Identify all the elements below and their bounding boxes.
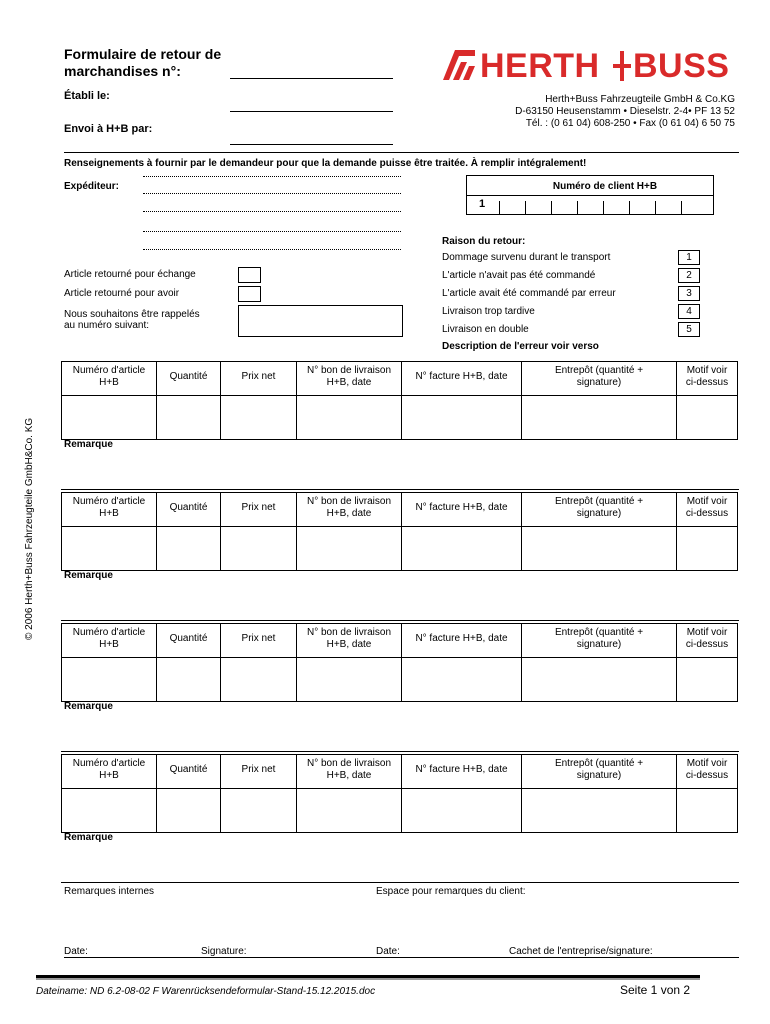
client-number-prefix: 1 bbox=[479, 198, 486, 210]
signature-label: Signature: bbox=[201, 946, 247, 957]
col-reason-header: Motif voir ci-dessus bbox=[677, 362, 738, 396]
col-quantity-header: Quantité bbox=[157, 493, 221, 527]
filename-text: Dateiname: ND 6.2-08-02 F Warenrücksendeformular-Stand-15.12.2015.doc bbox=[36, 986, 376, 997]
date-label-1: Date: bbox=[64, 946, 88, 957]
credit-label: Article retourné pour avoir bbox=[64, 288, 180, 299]
company-line3: Tél. : (0 61 04) 608-250 • Fax (0 61 04) 6 50 75 bbox=[525, 118, 735, 129]
sender-label: Expéditeur: bbox=[64, 181, 120, 192]
col-price-header: Prix net bbox=[221, 624, 297, 658]
cell-price-4[interactable] bbox=[221, 789, 297, 833]
reason-label-2: L'article n'avait pas été commandé bbox=[442, 270, 596, 281]
col-delivery-header: N° bon de livraison H+B, date bbox=[297, 493, 402, 527]
cell-price-2[interactable] bbox=[221, 527, 297, 571]
col-reason-header: Motif voir ci-dessus bbox=[677, 493, 738, 527]
company-line2: D-63150 Heusenstamm • Dieselstr. 2-4• PF 13 52 bbox=[515, 106, 735, 117]
stamp-label: Cachet de l'entreprise/signature: bbox=[509, 946, 653, 957]
cell-article-1[interactable] bbox=[62, 396, 157, 440]
form-title bbox=[64, 46, 221, 80]
col-invoice-header: N° facture H+B, date bbox=[402, 362, 522, 396]
sender-line-2[interactable] bbox=[143, 193, 401, 194]
recall-label-line2: au numéro suivant: bbox=[64, 320, 150, 331]
remark-area-2[interactable] bbox=[61, 566, 739, 621]
logo-text-left: HERTH bbox=[480, 47, 600, 85]
instructions-text: Renseignements à fournir par le demandeur pour que la demande puisse être traitée. À remplir intégralement! bbox=[64, 158, 587, 169]
reason-num-5: 5 bbox=[678, 322, 700, 337]
sender-line-4[interactable] bbox=[143, 231, 401, 232]
col-delivery-header: N° bon de livraison H+B, date bbox=[297, 755, 402, 789]
header-separator bbox=[64, 152, 739, 153]
sender-line-1[interactable] bbox=[143, 176, 401, 177]
cell-delivery-3[interactable] bbox=[297, 658, 402, 702]
footer-rule bbox=[36, 975, 700, 980]
company-line1: Herth+Buss Fahrzeugteile GmbH & Co.KG bbox=[545, 94, 735, 105]
cell-invoice-1[interactable] bbox=[402, 396, 522, 440]
col-article-header: Numéro d'article H+B bbox=[62, 624, 157, 658]
recall-phone-field[interactable] bbox=[238, 305, 403, 337]
footer-signature-line bbox=[64, 957, 739, 958]
client-number-label: Numéro de client H+B bbox=[552, 181, 658, 192]
internal-remarks-label: Remarques internes bbox=[64, 886, 155, 897]
sender-line-3[interactable] bbox=[143, 211, 401, 212]
error-description-note: Description de l'erreur voir verso bbox=[442, 341, 599, 352]
cell-quantity-1[interactable] bbox=[157, 396, 221, 440]
reason-num-4: 4 bbox=[678, 304, 700, 319]
recall-label-line1: Nous souhaitons être rappelés bbox=[64, 309, 200, 320]
reason-label-3: L'article avait été commandé par erreur bbox=[442, 288, 616, 299]
cell-warehouse-1[interactable] bbox=[522, 396, 677, 440]
col-invoice-header: N° facture H+B, date bbox=[402, 624, 522, 658]
remark-label-1: Remarque bbox=[64, 439, 113, 450]
cell-article-4[interactable] bbox=[62, 789, 157, 833]
envoi-line[interactable] bbox=[230, 144, 393, 145]
client-remarks-label: Espace pour remarques du client: bbox=[376, 886, 526, 897]
cell-invoice-2[interactable] bbox=[402, 527, 522, 571]
col-price-header: Prix net bbox=[221, 493, 297, 527]
col-invoice-header: N° facture H+B, date bbox=[402, 493, 522, 527]
remark-area-4[interactable] bbox=[61, 828, 739, 883]
copyright-side-text: © 2006 Herth+Buss Fahrzeugteile GmbH&Co. KG bbox=[24, 417, 35, 640]
col-invoice-header: N° facture H+B, date bbox=[402, 755, 522, 789]
cell-delivery-2[interactable] bbox=[297, 527, 402, 571]
cell-warehouse-2[interactable] bbox=[522, 527, 677, 571]
date-label-2: Date: bbox=[376, 946, 400, 957]
col-article-header: Numéro d'article H+B bbox=[62, 493, 157, 527]
col-quantity-header: Quantité bbox=[157, 624, 221, 658]
reason-num-1: 1 bbox=[678, 250, 700, 265]
etabli-label: Établi le: bbox=[64, 90, 110, 102]
reason-label-1: Dommage survenu durant le transport bbox=[442, 252, 611, 263]
herth-buss-logo bbox=[443, 48, 735, 84]
reason-label-5: Livraison en double bbox=[442, 324, 529, 335]
cell-reason-3[interactable] bbox=[677, 658, 738, 702]
reason-num-3: 3 bbox=[678, 286, 700, 301]
remark-label-2: Remarque bbox=[64, 570, 113, 581]
cell-warehouse-4[interactable] bbox=[522, 789, 677, 833]
logo-text-right: BUSS bbox=[633, 47, 730, 85]
col-delivery-header: N° bon de livraison H+B, date bbox=[297, 362, 402, 396]
cell-price-1[interactable] bbox=[221, 396, 297, 440]
form-title-line2: marchandises n°: bbox=[64, 63, 181, 79]
col-reason-header: Motif voir ci-dessus bbox=[677, 755, 738, 789]
col-warehouse-header: Entrepôt (quantité + signature) bbox=[522, 493, 677, 527]
company-address bbox=[515, 94, 735, 130]
reasons-title: Raison du retour: bbox=[442, 236, 526, 247]
cell-quantity-4[interactable] bbox=[157, 789, 221, 833]
col-quantity-header: Quantité bbox=[157, 755, 221, 789]
col-article-header: Numéro d'article H+B bbox=[62, 362, 157, 396]
col-delivery-header: N° bon de livraison H+B, date bbox=[297, 624, 402, 658]
recall-label bbox=[64, 309, 200, 331]
items-table-3 bbox=[61, 623, 738, 702]
cell-quantity-3[interactable] bbox=[157, 658, 221, 702]
etabli-date-line[interactable] bbox=[230, 111, 393, 112]
reason-label-4: Livraison trop tardive bbox=[442, 306, 535, 317]
col-price-header: Prix net bbox=[221, 755, 297, 789]
client-number-digits[interactable] bbox=[499, 195, 713, 214]
logo-mark-icon bbox=[443, 50, 475, 80]
page-number: Seite 1 von 2 bbox=[620, 983, 691, 997]
exchange-checkbox[interactable] bbox=[238, 267, 261, 283]
remark-area-3[interactable] bbox=[61, 697, 739, 752]
remark-area-1[interactable] bbox=[61, 435, 739, 490]
form-number-line[interactable] bbox=[230, 78, 393, 79]
exchange-label: Article retourné pour échange bbox=[64, 269, 196, 280]
col-warehouse-header: Entrepôt (quantité + signature) bbox=[522, 362, 677, 396]
col-warehouse-header: Entrepôt (quantité + signature) bbox=[522, 624, 677, 658]
form-title-line1: Formulaire de retour de bbox=[64, 46, 222, 62]
col-price-header: Prix net bbox=[221, 362, 297, 396]
items-table-1 bbox=[61, 361, 738, 440]
reason-num-2: 2 bbox=[678, 268, 700, 283]
cell-article-2[interactable] bbox=[62, 527, 157, 571]
cell-reason-2[interactable] bbox=[677, 527, 738, 571]
cell-warehouse-3[interactable] bbox=[522, 658, 677, 702]
cell-delivery-1[interactable] bbox=[297, 396, 402, 440]
cell-reason-4[interactable] bbox=[677, 789, 738, 833]
cell-price-3[interactable] bbox=[221, 658, 297, 702]
cell-invoice-3[interactable] bbox=[402, 658, 522, 702]
cell-reason-1[interactable] bbox=[677, 396, 738, 440]
credit-checkbox[interactable] bbox=[238, 286, 261, 302]
cell-invoice-4[interactable] bbox=[402, 789, 522, 833]
envoi-label: Envoi à H+B par: bbox=[64, 123, 153, 135]
logo-plus-icon bbox=[613, 51, 631, 81]
client-number-box bbox=[466, 175, 714, 215]
col-warehouse-header: Entrepôt (quantité + signature) bbox=[522, 755, 677, 789]
items-table-2 bbox=[61, 492, 738, 571]
col-reason-header: Motif voir ci-dessus bbox=[677, 624, 738, 658]
col-quantity-header: Quantité bbox=[157, 362, 221, 396]
remark-label-3: Remarque bbox=[64, 701, 113, 712]
items-table-4 bbox=[61, 754, 738, 833]
cell-quantity-2[interactable] bbox=[157, 527, 221, 571]
cell-delivery-4[interactable] bbox=[297, 789, 402, 833]
cell-article-3[interactable] bbox=[62, 658, 157, 702]
col-article-header: Numéro d'article H+B bbox=[62, 755, 157, 789]
remark-label-4: Remarque bbox=[64, 832, 113, 843]
sender-line-5[interactable] bbox=[143, 249, 401, 250]
